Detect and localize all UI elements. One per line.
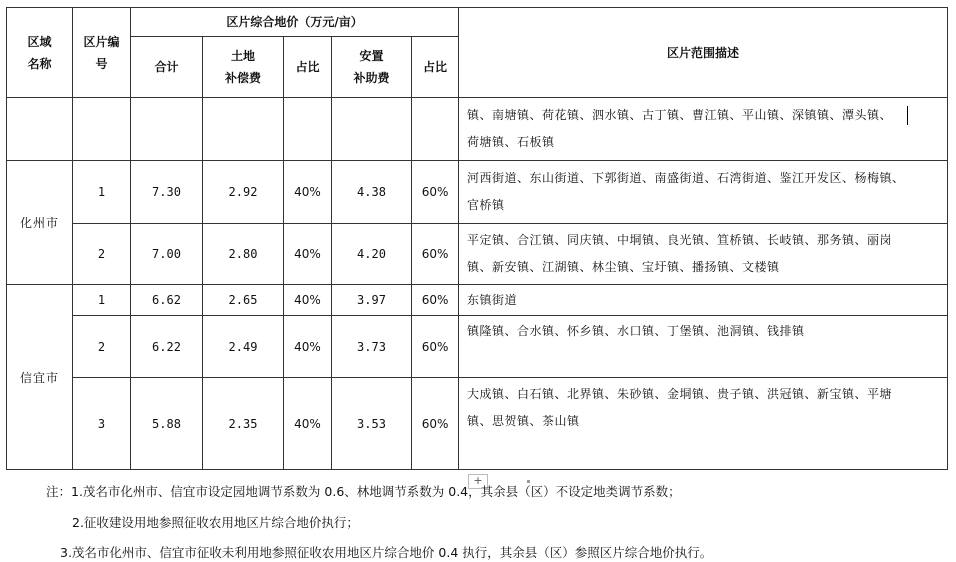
text-cursor (907, 106, 908, 125)
district-scope-cell[interactable]: 河西街道、东山街道、下郭街道、南盛街道、石湾街道、鉴江开发区、杨梅镇、 官桥镇 (459, 161, 948, 224)
resettlement-header: 安置 补助费 (332, 37, 412, 98)
ratio2-value: 60% (412, 161, 459, 224)
district-no: 2 (73, 224, 131, 285)
resettle-value: 4.38 (332, 161, 412, 224)
district-scope-cell[interactable]: 大成镇、白石镇、北界镇、朱砂镇、金垌镇、贵子镇、洪冠镇、新宝镇、平塘 镇、思贺镇、茶山镇 (459, 378, 948, 470)
table-row (7, 378, 948, 470)
land-value: 2.80 (203, 224, 284, 285)
cell-empty (284, 98, 332, 161)
ratio-value: 40% (284, 224, 332, 285)
district-number-header: 区片编 号 (73, 8, 131, 98)
district-no: 1 (73, 161, 131, 224)
cell-empty (203, 98, 284, 161)
land-value: 2.92 (203, 161, 284, 224)
table-row (7, 316, 948, 378)
ratio-header: 占比 (284, 37, 332, 98)
cell-empty (332, 98, 412, 161)
total-value: 7.00 (131, 224, 203, 285)
district-scope-header: 区片范围描述 (459, 8, 948, 98)
district-scope-cell[interactable]: 镇、南塘镇、荷花镇、泗水镇、古丁镇、曹江镇、平山镇、深镇镇、潭头镇、 荷塘镇、石板镇 (459, 98, 948, 161)
total-value: 6.22 (131, 316, 203, 378)
ratio2-value: 60% (412, 285, 459, 316)
total-value: 7.30 (131, 161, 203, 224)
ratio-value: 40% (284, 161, 332, 224)
note-line-2: 2.征收建设用地参照征收农用地区片综合地价执行； (72, 515, 359, 530)
land-value: 2.35 (203, 378, 284, 470)
ratio2-value: 60% (412, 316, 459, 378)
note-line-1: 注：1.茂名市化州市、信宜市设定园地调节系数为 0.6、林地调节系数为 0.4，其余县（区）不设定地类调节系数； (46, 484, 681, 499)
district-no: 2 (73, 316, 131, 378)
table-row (7, 161, 948, 224)
district-scope-cell[interactable]: 平定镇、合江镇、同庆镇、中垌镇、良光镇、笪桥镇、长岐镇、那务镇、丽岗 镇、新安镇、江湖镇、林尘镇、宝圩镇、播扬镇、文楼镇 (459, 224, 948, 285)
total-header: 合计 (131, 37, 203, 98)
resettle-value: 3.97 (332, 285, 412, 316)
ratio-value: 40% (284, 316, 332, 378)
ratio2-header: 占比 (412, 37, 459, 98)
cell-empty (131, 98, 203, 161)
total-value: 5.88 (131, 378, 203, 470)
ratio2-value: 60% (412, 224, 459, 285)
region-name-header: 区域 名称 (7, 8, 73, 98)
table-row (7, 224, 948, 285)
table-row (7, 285, 948, 316)
city-name: 信宜市 (7, 285, 73, 470)
table-row (7, 98, 948, 161)
ratio-value: 40% (284, 285, 332, 316)
table-add-row-handle[interactable]: + (468, 474, 488, 489)
cell-empty (412, 98, 459, 161)
price-group-header: 区片综合地价（万元/亩） (131, 8, 459, 37)
resettle-value: 3.73 (332, 316, 412, 378)
cell-empty (73, 98, 131, 161)
total-value: 6.62 (131, 285, 203, 316)
district-scope-cell[interactable]: 镇隆镇、合水镇、怀乡镇、水口镇、丁堡镇、池洞镇、钱排镇 (459, 316, 948, 378)
city-name: 化州市 (7, 161, 73, 285)
cell-empty (7, 98, 73, 161)
ratio-value: 40% (284, 378, 332, 470)
district-scope-cell[interactable]: 东镇街道 (459, 285, 948, 316)
district-no: 1 (73, 285, 131, 316)
resettle-value: 4.20 (332, 224, 412, 285)
land-compensation-header: 土地 补偿费 (203, 37, 284, 98)
resettle-value: 3.53 (332, 378, 412, 470)
land-value: 2.49 (203, 316, 284, 378)
land-price-table (6, 7, 948, 470)
land-value: 2.65 (203, 285, 284, 316)
ratio2-value: 60% (412, 378, 459, 470)
note-line-3: 3.茂名市化州市、信宜市征收未利用地参照征收农用地区片综合地价 0.4 执行，其余县（区）参照区片综合地价执行。 (60, 545, 713, 560)
district-no: 3 (73, 378, 131, 470)
